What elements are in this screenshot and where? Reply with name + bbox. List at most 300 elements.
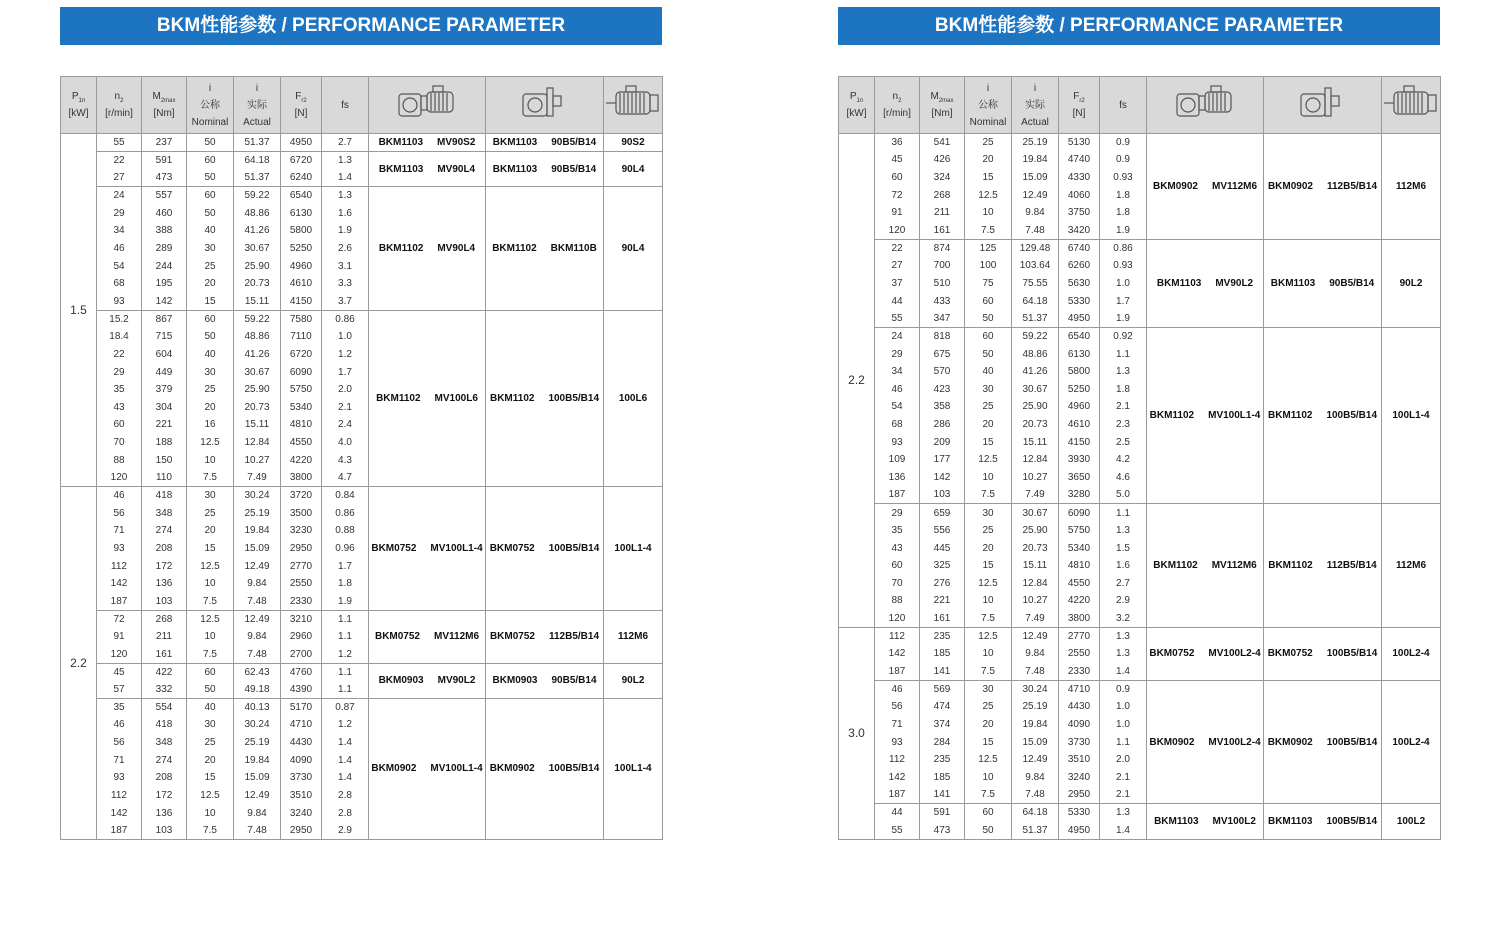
speed-cell: 55 (875, 821, 920, 839)
service-factor-cell: 1.1 (322, 681, 369, 699)
radial-force-cell: 3750 (1059, 204, 1100, 222)
radial-force-cell: 5800 (281, 222, 322, 240)
header-power: $P_{1n}$ [kW] (61, 77, 97, 134)
service-factor-cell: 1.2 (322, 645, 369, 663)
ratio-nominal-cell: 10 (965, 592, 1012, 610)
radial-force-cell: 2700 (281, 645, 322, 663)
model-gearbox-code: BKM0902 (1267, 180, 1313, 192)
ratio-actual-cell: 12.49 (234, 557, 281, 575)
speed-cell: 57 (97, 681, 142, 699)
ratio-actual-cell: 51.37 (234, 169, 281, 187)
ratio-nominal-cell: 40 (965, 363, 1012, 381)
page-title: BKM性能参数 / PERFORMANCE PARAMETER (60, 7, 662, 45)
torque-cell: 473 (142, 169, 187, 187)
model-motor-frame: 112M6 (1382, 504, 1441, 627)
model-motor-frame: 112M6 (604, 610, 663, 663)
service-factor-cell: 2.1 (1100, 786, 1147, 804)
radial-force-cell: 4960 (281, 257, 322, 275)
torque-cell: 286 (920, 416, 965, 434)
model-gearbox-code: BKM1102 (376, 392, 421, 404)
radial-force-cell: 3230 (281, 522, 322, 540)
radial-force-cell: 3730 (1059, 733, 1100, 751)
model-gearbox-code: BKM0903 (378, 675, 424, 687)
speed-cell: 187 (97, 593, 142, 611)
radial-force-cell: 4150 (1059, 433, 1100, 451)
ratio-actual-cell: 9.84 (1012, 769, 1059, 787)
service-factor-cell: 3.3 (322, 275, 369, 293)
model-gearbox-code: BKM1103 (1156, 277, 1202, 289)
model-motor-code: MV90L2 (437, 675, 476, 687)
torque-cell: 103 (920, 486, 965, 504)
ratio-actual-cell: 25.19 (234, 504, 281, 522)
service-factor-cell: 1.9 (322, 222, 369, 240)
ratio-nominal-cell: 15 (187, 540, 234, 558)
ratio-nominal-cell: 10 (187, 628, 234, 646)
speed-cell: 93 (97, 293, 142, 311)
radial-force-cell: 2950 (281, 822, 322, 840)
ratio-actual-cell: 103.64 (1012, 257, 1059, 275)
header-ratio-actual: i 实际 Actual (234, 77, 281, 134)
service-factor-cell: 2.5 (1100, 433, 1147, 451)
torque-cell: 449 (142, 363, 187, 381)
ratio-nominal-cell: 20 (965, 151, 1012, 169)
torque-cell: 700 (920, 257, 965, 275)
table-row (839, 328, 1441, 346)
table-row (839, 804, 1441, 822)
torque-cell: 150 (142, 451, 187, 469)
speed-cell: 93 (97, 540, 142, 558)
service-factor-cell: 1.8 (1100, 204, 1147, 222)
service-factor-cell: 1.4 (322, 169, 369, 187)
ratio-nominal-cell: 12.5 (187, 434, 234, 452)
model-flange (486, 663, 604, 698)
service-factor-cell: 0.86 (1100, 239, 1147, 257)
model-gearmotor (1147, 504, 1264, 627)
ratio-actual-cell: 7.49 (234, 469, 281, 487)
ratio-actual-cell: 20.73 (234, 398, 281, 416)
radial-force-cell: 3280 (1059, 486, 1100, 504)
torque-cell: 274 (142, 522, 187, 540)
model-flange-code: 90B5/B14 (551, 675, 597, 687)
ratio-nominal-cell: 20 (965, 416, 1012, 434)
torque-cell: 473 (920, 821, 965, 839)
model-gearbox-code: BKM0902 (1267, 736, 1313, 748)
torque-cell: 141 (920, 663, 965, 681)
header-power: $P_{1n}$ [kW] (839, 77, 875, 134)
worm-gear-flange-icon (1291, 82, 1355, 122)
ratio-nominal-cell: 30 (187, 716, 234, 734)
torque-cell: 274 (142, 751, 187, 769)
model-flange-code: 112B5/B14 (1326, 560, 1377, 572)
speed-cell: 68 (875, 416, 920, 434)
ratio-actual-cell: 48.86 (234, 328, 281, 346)
torque-cell: 161 (920, 610, 965, 628)
torque-cell: 188 (142, 434, 187, 452)
speed-cell: 46 (97, 240, 142, 258)
service-factor-cell: 1.3 (322, 187, 369, 205)
radial-force-cell: 5330 (1059, 804, 1100, 822)
table-row (61, 310, 663, 328)
speed-cell: 71 (97, 751, 142, 769)
ratio-nominal-cell: 12.5 (965, 186, 1012, 204)
radial-force-cell: 5170 (281, 698, 322, 716)
radial-force-cell: 4760 (281, 663, 322, 681)
model-motor-code: MV100L1-4 (1208, 410, 1261, 422)
speed-cell: 29 (875, 345, 920, 363)
ratio-nominal-cell: 15 (965, 433, 1012, 451)
model-flange-code: 112B5/B14 (1326, 180, 1378, 192)
torque-cell: 426 (920, 151, 965, 169)
table-row (61, 187, 663, 205)
radial-force-cell: 2960 (281, 628, 322, 646)
radial-force-cell: 4090 (281, 751, 322, 769)
header-speed: $n_2$ [r/min] (875, 77, 920, 134)
ratio-nominal-cell: 7.5 (965, 222, 1012, 240)
power-cell: 3.0 (839, 627, 875, 839)
service-factor-cell: 2.9 (1100, 592, 1147, 610)
torque-cell: 348 (142, 734, 187, 752)
speed-cell: 60 (97, 416, 142, 434)
ratio-nominal-cell: 20 (965, 539, 1012, 557)
ratio-actual-cell: 10.27 (234, 451, 281, 469)
ratio-actual-cell: 12.49 (1012, 751, 1059, 769)
service-factor-cell: 1.4 (1100, 663, 1147, 681)
radial-force-cell: 3930 (1059, 451, 1100, 469)
speed-cell: 46 (875, 380, 920, 398)
model-gearbox-code: BKM0752 (1267, 648, 1313, 660)
torque-cell: 659 (920, 504, 965, 522)
header-flange-gearbox (1264, 77, 1382, 134)
speed-cell: 88 (875, 592, 920, 610)
speed-cell: 56 (97, 504, 142, 522)
torque-cell: 324 (920, 169, 965, 187)
service-factor-cell: 1.3 (322, 152, 369, 170)
service-factor-cell: 0.87 (322, 698, 369, 716)
ratio-actual-cell: 62.43 (234, 663, 281, 681)
radial-force-cell: 4150 (281, 293, 322, 311)
model-flange (486, 698, 604, 839)
ratio-nominal-cell: 15 (965, 169, 1012, 187)
service-factor-cell: 2.0 (322, 381, 369, 399)
header-motor (1382, 77, 1441, 134)
ratio-nominal-cell: 12.5 (965, 575, 1012, 593)
radial-force-cell: 3510 (281, 787, 322, 805)
speed-cell: 54 (97, 257, 142, 275)
service-factor-cell: 2.7 (322, 134, 369, 152)
speed-cell: 142 (97, 575, 142, 593)
model-flange (1264, 680, 1382, 803)
model-flange-code: 100B5/B14 (548, 542, 600, 554)
ratio-nominal-cell: 50 (965, 310, 1012, 328)
speed-cell: 44 (875, 804, 920, 822)
model-motor-code: MV100L1-4 (430, 542, 483, 554)
ratio-actual-cell: 30.67 (234, 363, 281, 381)
ratio-actual-cell: 15.11 (234, 416, 281, 434)
model-motor-code: MV90L2 (1215, 277, 1254, 289)
radial-force-cell: 2330 (281, 593, 322, 611)
radial-force-cell: 3240 (281, 804, 322, 822)
speed-cell: 46 (97, 716, 142, 734)
torque-cell: 235 (920, 627, 965, 645)
speed-cell: 112 (97, 787, 142, 805)
model-gearbox-code: BKM1103 (492, 163, 538, 175)
model-gearbox-code: BKM1103 (378, 137, 424, 148)
ratio-nominal-cell: 12.5 (965, 751, 1012, 769)
speed-cell: 36 (875, 134, 920, 152)
torque-cell: 110 (142, 469, 187, 487)
radial-force-cell: 3210 (281, 610, 322, 628)
power-cell: 2.2 (839, 134, 875, 628)
ratio-nominal-cell: 10 (187, 451, 234, 469)
speed-cell: 18.4 (97, 328, 142, 346)
model-gearbox-code: BKM1102 (489, 392, 535, 404)
model-motor-frame: 100L1-4 (604, 487, 663, 610)
model-motor-code: MV100L2 (1212, 815, 1256, 827)
electric-motor-icon (1382, 82, 1441, 122)
torque-cell: 569 (920, 680, 965, 698)
table-row (839, 504, 1441, 522)
ratio-actual-cell: 15.09 (234, 540, 281, 558)
electric-motor-icon (604, 82, 663, 122)
radial-force-cell: 4330 (1059, 169, 1100, 187)
model-gearmotor (1147, 804, 1264, 839)
model-flange (486, 310, 604, 486)
speed-cell: 112 (875, 751, 920, 769)
ratio-nominal-cell: 15 (187, 769, 234, 787)
ratio-nominal-cell: 7.5 (187, 645, 234, 663)
torque-cell: 142 (920, 469, 965, 487)
radial-force-cell: 2950 (1059, 786, 1100, 804)
ratio-nominal-cell: 7.5 (187, 822, 234, 840)
torque-cell: 195 (142, 275, 187, 293)
table-header-row (61, 77, 663, 134)
model-flange (1264, 328, 1382, 504)
torque-cell: 570 (920, 363, 965, 381)
radial-force-cell: 4060 (1059, 186, 1100, 204)
radial-force-cell: 4610 (1059, 416, 1100, 434)
ratio-nominal-cell: 40 (187, 222, 234, 240)
torque-cell: 284 (920, 733, 965, 751)
radial-force-cell: 6720 (281, 346, 322, 364)
model-gearbox-code: BKM0752 (374, 631, 420, 643)
model-motor-frame: 90L4 (604, 187, 663, 310)
service-factor-cell: 1.8 (1100, 380, 1147, 398)
model-motor-code: MV100L2-4 (1208, 736, 1261, 748)
table-row (61, 698, 663, 716)
ratio-actual-cell: 64.18 (234, 152, 281, 170)
table-row (61, 663, 663, 681)
torque-cell: 332 (142, 681, 187, 699)
ratio-nominal-cell: 15 (187, 293, 234, 311)
service-factor-cell: 1.9 (322, 593, 369, 611)
model-motor-frame: 90L4 (604, 152, 663, 187)
service-factor-cell: 2.1 (322, 398, 369, 416)
ratio-actual-cell: 15.09 (1012, 733, 1059, 751)
ratio-actual-cell: 7.48 (234, 822, 281, 840)
service-factor-cell: 2.1 (1100, 769, 1147, 787)
torque-cell: 554 (142, 698, 187, 716)
model-motor-code: MV100L2-4 (1208, 648, 1261, 660)
torque-cell: 325 (920, 557, 965, 575)
service-factor-cell: 1.5 (1100, 539, 1147, 557)
speed-cell: 93 (875, 433, 920, 451)
torque-cell: 185 (920, 769, 965, 787)
ratio-actual-cell: 7.49 (1012, 610, 1059, 628)
radial-force-cell: 7580 (281, 310, 322, 328)
radial-force-cell: 4950 (1059, 821, 1100, 839)
ratio-actual-cell: 25.19 (1012, 134, 1059, 152)
speed-cell: 68 (97, 275, 142, 293)
torque-cell: 715 (142, 328, 187, 346)
radial-force-cell: 4430 (1059, 698, 1100, 716)
ratio-nominal-cell: 7.5 (187, 469, 234, 487)
service-factor-cell: 1.3 (1100, 363, 1147, 381)
torque-cell: 591 (142, 152, 187, 170)
speed-cell: 15.2 (97, 310, 142, 328)
ratio-nominal-cell: 10 (965, 645, 1012, 663)
speed-cell: 93 (97, 769, 142, 787)
radial-force-cell: 6540 (281, 187, 322, 205)
service-factor-cell: 0.86 (322, 504, 369, 522)
page-title: BKM性能参数 / PERFORMANCE PARAMETER (838, 7, 1440, 45)
service-factor-cell: 1.0 (322, 328, 369, 346)
table-row (61, 610, 663, 628)
radial-force-cell: 4430 (281, 734, 322, 752)
ratio-actual-cell: 7.48 (1012, 663, 1059, 681)
model-gearbox-code: BKM0902 (1149, 736, 1195, 748)
speed-cell: 112 (875, 627, 920, 645)
torque-cell: 374 (920, 716, 965, 734)
model-flange-code: 100B5/B14 (1326, 410, 1378, 422)
model-gearmotor (1147, 134, 1264, 240)
ratio-nominal-cell: 15 (965, 733, 1012, 751)
ratio-actual-cell: 64.18 (1012, 292, 1059, 310)
ratio-actual-cell: 75.55 (1012, 275, 1059, 293)
torque-cell: 221 (920, 592, 965, 610)
speed-cell: 120 (97, 645, 142, 663)
speed-cell: 54 (875, 398, 920, 416)
speed-cell: 46 (875, 680, 920, 698)
radial-force-cell: 3800 (1059, 610, 1100, 628)
ratio-nominal-cell: 7.5 (965, 663, 1012, 681)
model-motor-frame: 90S2 (604, 134, 663, 152)
service-factor-cell: 0.9 (1100, 151, 1147, 169)
service-factor-cell: 1.8 (1100, 186, 1147, 204)
service-factor-cell: 1.3 (1100, 522, 1147, 540)
model-flange-code: 100B5/B14 (1326, 648, 1378, 660)
ratio-actual-cell: 9.84 (234, 628, 281, 646)
speed-cell: 70 (97, 434, 142, 452)
ratio-actual-cell: 9.84 (1012, 204, 1059, 222)
speed-cell: 27 (875, 257, 920, 275)
radial-force-cell: 4710 (1059, 680, 1100, 698)
radial-force-cell: 2550 (281, 575, 322, 593)
ratio-nominal-cell: 50 (965, 821, 1012, 839)
ratio-nominal-cell: 10 (187, 804, 234, 822)
torque-cell: 675 (920, 345, 965, 363)
speed-cell: 60 (875, 557, 920, 575)
service-factor-cell: 1.3 (1100, 804, 1147, 822)
service-factor-cell: 1.2 (322, 346, 369, 364)
torque-cell: 268 (920, 186, 965, 204)
service-factor-cell: 1.1 (322, 610, 369, 628)
torque-cell: 237 (142, 134, 187, 152)
torque-cell: 423 (920, 380, 965, 398)
speed-cell: 109 (875, 451, 920, 469)
model-motor-frame: 90L2 (604, 663, 663, 698)
service-factor-cell: 1.1 (322, 663, 369, 681)
torque-cell: 289 (142, 240, 187, 258)
radial-force-cell: 6240 (281, 169, 322, 187)
speed-cell: 43 (97, 398, 142, 416)
torque-cell: 422 (142, 663, 187, 681)
speed-cell: 72 (97, 610, 142, 628)
radial-force-cell: 4220 (281, 451, 322, 469)
ratio-actual-cell: 25.90 (1012, 522, 1059, 540)
model-motor-frame: 100L2 (1382, 804, 1441, 839)
ratio-actual-cell: 64.18 (1012, 804, 1059, 822)
speed-cell: 136 (875, 469, 920, 487)
ratio-actual-cell: 59.22 (234, 187, 281, 205)
ratio-actual-cell: 30.67 (234, 240, 281, 258)
header-service-factor: fs (1100, 77, 1147, 134)
ratio-actual-cell: 25.19 (1012, 698, 1059, 716)
radial-force-cell: 4960 (1059, 398, 1100, 416)
speed-cell: 91 (97, 628, 142, 646)
service-factor-cell: 0.96 (322, 540, 369, 558)
model-gearbox-code: BKM1103 (1267, 815, 1313, 827)
ratio-actual-cell: 49.18 (234, 681, 281, 699)
radial-force-cell: 5800 (1059, 363, 1100, 381)
ratio-actual-cell: 12.49 (234, 787, 281, 805)
model-motor-frame: 100L2-4 (1382, 627, 1441, 680)
model-flange-code: 100B5/B14 (1326, 736, 1378, 748)
torque-cell: 103 (142, 822, 187, 840)
torque-cell: 433 (920, 292, 965, 310)
service-factor-cell: 4.6 (1100, 469, 1147, 487)
speed-cell: 187 (97, 822, 142, 840)
service-factor-cell: 1.4 (322, 769, 369, 787)
speed-cell: 142 (97, 804, 142, 822)
ratio-nominal-cell: 10 (187, 575, 234, 593)
model-gearbox-code: BKM1102 (1153, 560, 1198, 572)
ratio-nominal-cell: 10 (965, 204, 1012, 222)
header-motor-gearbox (1147, 77, 1264, 134)
model-gearbox-code: BKM0752 (371, 542, 417, 554)
ratio-nominal-cell: 75 (965, 275, 1012, 293)
table-row (839, 627, 1441, 645)
ratio-actual-cell: 7.48 (1012, 222, 1059, 240)
model-gearbox-code: BKM1103 (378, 163, 424, 175)
service-factor-cell: 5.0 (1100, 486, 1147, 504)
model-flange-code: 100B5/B14 (548, 392, 600, 404)
torque-cell: 276 (920, 575, 965, 593)
ratio-nominal-cell: 100 (965, 257, 1012, 275)
radial-force-cell: 2330 (1059, 663, 1100, 681)
radial-force-cell: 2550 (1059, 645, 1100, 663)
ratio-nominal-cell: 25 (965, 134, 1012, 152)
speed-cell: 71 (875, 716, 920, 734)
torque-cell: 347 (920, 310, 965, 328)
torque-cell: 136 (142, 804, 187, 822)
radial-force-cell: 5630 (1059, 275, 1100, 293)
ratio-nominal-cell: 15 (965, 557, 1012, 575)
ratio-nominal-cell: 25 (965, 522, 1012, 540)
performance-table (838, 76, 1441, 840)
radial-force-cell: 4810 (1059, 557, 1100, 575)
torque-cell: 244 (142, 257, 187, 275)
ratio-actual-cell: 30.67 (1012, 380, 1059, 398)
